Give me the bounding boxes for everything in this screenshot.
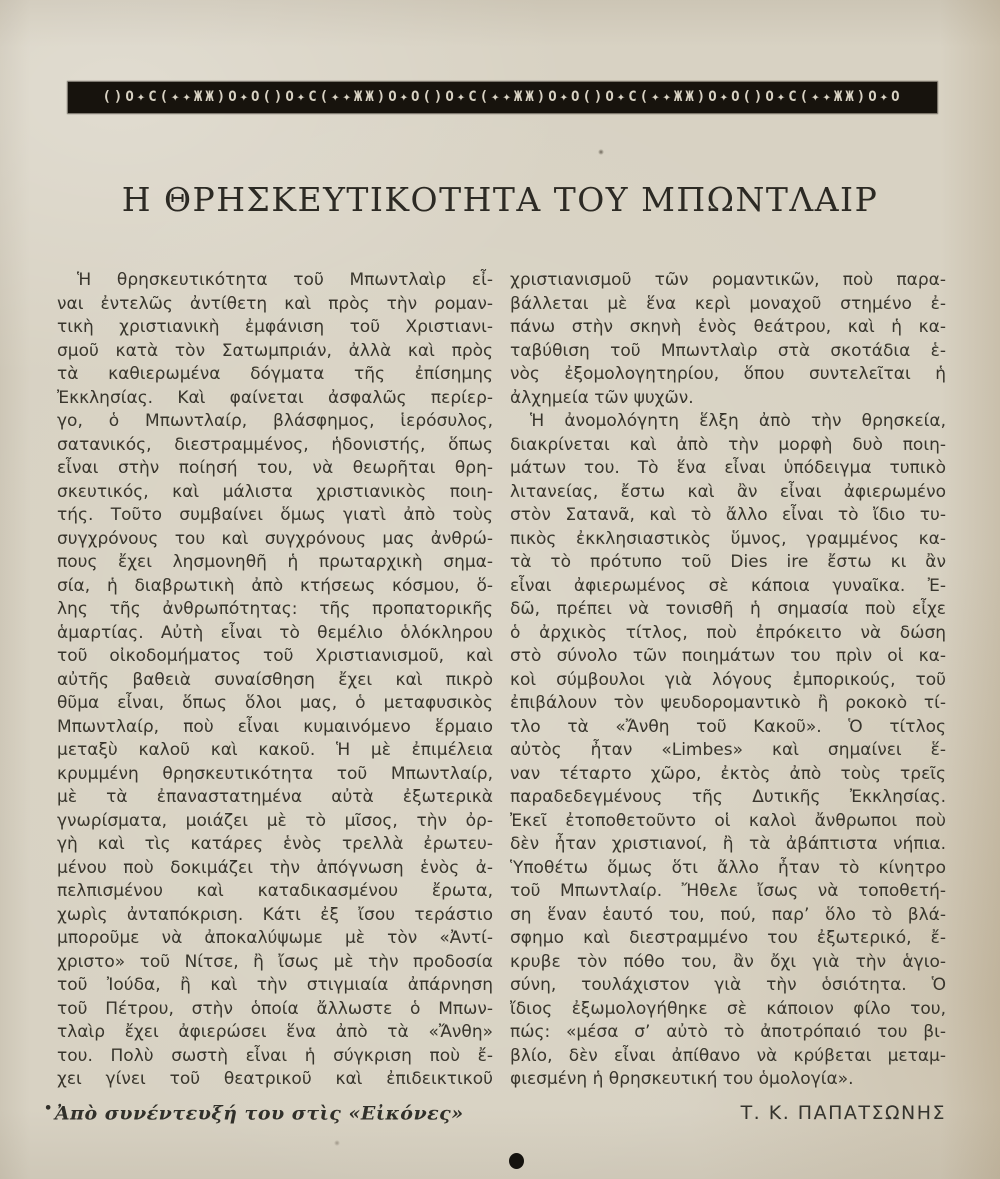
article-body	[57, 269, 947, 1092]
text-line: σμοῦ κατὰ τὸν Σατωμπριάν, ἀλλὰ καὶ πρὸς	[57, 340, 493, 361]
text-line: πάνω στὴν σκηνὴ ἑνὸς θεάτρου, καὶ ἡ κα-	[510, 317, 946, 337]
text-line: γὴ καὶ τὶς κατάρες ἑνὸς τρελλὰ ἐρωτευ-	[57, 834, 493, 854]
text-line: τοῦ Μπωντλαίρ. Ἤθελε ἴσως νὰ τοποθετή-	[510, 881, 946, 901]
text-line: χωρὶς ἀνταπόκριση. Κάτι ἐξ ἴσου τεράστιο	[57, 904, 493, 925]
text-line: λιτανείας, ἔστω καὶ ἂν εἶναι ἀφιερωμένο	[510, 481, 946, 502]
text-line: σία, ἡ διαβρωτικὴ ἀπὸ κτήσεως κόσμου, ὅ-	[57, 575, 493, 596]
text-line: χει γίνει τοῦ θεατρικοῦ καὶ ἐπιδεικτικοῦ	[57, 1069, 493, 1089]
ornament-pattern: ()O✦C(✦✦ЖЖ)O✦O()O✦C(✦✦ЖЖ)O✦O()O✦C(✦✦ЖЖ)O✦O()O✦C(✦✦ЖЖ)O✦O()O✦C(✦✦ЖЖ)O✦O	[102, 88, 903, 105]
text-line: φιεσμένη ἡ θρησκευτική του ὁμολογία».	[510, 1069, 854, 1089]
text-line: σύνη, τουλάχιστον γιὰ τὴν ὁσιότητα. Ὁ	[510, 975, 946, 995]
text-line: τλαὶρ ἔχει ἀφιερώσει ἕνα ἀπὸ τὰ «Ἄνθη»	[57, 1022, 493, 1042]
text-line: δῶ, πρέπει νὰ τονισθῆ ἡ σημασία ποὺ εἶχε	[510, 599, 946, 619]
author-signature: Τ. Κ. ΠΑΠΑΤΣΩΝΗΣ	[740, 1102, 946, 1124]
text-line: αὐτὸς ἦταν «Limbes» καὶ σημαίνει ἕ-	[510, 740, 946, 760]
text-line: πους ἔχει λησμονηθῆ ἡ πρωταρχικὴ σημα-	[57, 552, 493, 572]
text-line: Μπωντλαίρ, ποὺ εἶναι κυμαινόμενο ἕρμαιο	[57, 716, 493, 737]
text-line: εἶναι στὴν ποίησή του, νὰ θεωρῆται θρη-	[57, 458, 493, 478]
text-line: τοῦ οἰκοδομήματος τοῦ Χριστιανισμοῦ, καὶ	[57, 646, 493, 666]
right-column	[510, 269, 946, 1092]
text-line: χριστιανισμοῦ τῶν ρομαντικῶν, ποὺ παρα-	[510, 270, 946, 290]
text-line: πελπισμένου καὶ καταδικασμένου ἔρωτα,	[57, 881, 493, 901]
text-line: κοὶ σύμβουλοι γιὰ λόγους ἐμπορικούς, τοῦ	[510, 669, 946, 690]
text-line: Ἐκκλησίας. Καὶ φαίνεται ἀσφαλῶς περίερ-	[57, 387, 493, 408]
text-line: αὐτῆς βαθειὰ συναίσθηση ἔχει καὶ πικρὸ	[57, 669, 493, 690]
text-line: Ἐκεῖ ἐτοποθετοῦντο οἱ καλοὶ ἄνθρωποι ποὺ	[510, 810, 946, 831]
text-line: στὸν Σατανᾶ, καὶ τὸ ἄλλο εἶναι τὸ ἴδιο τυ-	[510, 505, 946, 525]
text-line: νὸς ἐξομολογητηρίου, ὅπου συντελεῖται ἡ	[510, 364, 946, 384]
text-line: τοῦ Πέτρου, στὴν ὁποία ἄλλωστε ὁ Μπων-	[57, 998, 493, 1019]
text-line: παραδεδεγμένους τῆς Δυτικῆς Ἐκκλησίας.	[510, 787, 946, 807]
text-line: τής. Τοῦτο συμβαίνει ὅμως γιατὶ ἀπὸ τοὺς	[57, 505, 493, 525]
page-number-bullet	[509, 1153, 524, 1169]
text-line: ἴδιος ἐξωμολογήθηκε σὲ κάποιον φίλο του,	[510, 998, 946, 1019]
text-line: σκευτικός, καὶ μάλιστα χριστιανικὸς ποιη-	[57, 481, 493, 502]
text-line: ἐπιβάλουν τὸν ψευδορομαντικὸ ἢ ροκοκὸ τί-	[510, 693, 946, 713]
text-line: τικὴ χριστιανικὴ ἐμφάνιση τοῦ Χριστιανι-	[57, 317, 493, 337]
text-line: ἁμαρτίας. Αὐτὴ εἶναι τὸ θεμέλιο ὁλόκληρου	[57, 622, 493, 643]
text-line: τοῦ Ἰούδα, ἢ καὶ τὴν στιγμιαία ἀπάρνηση	[57, 975, 493, 995]
text-line: τὰ τὸ πρότυπο τοῦ Dies ire ἔστω κι ἂν	[510, 552, 946, 572]
text-line: σατανικός, διεστραμμένος, ἡδονιστής, ὅπως	[57, 434, 493, 455]
text-line: ναι ἐντελῶς ἀντίθετη καὶ πρὸς τὴν ρομαν-	[57, 293, 493, 314]
footnote	[44, 1101, 464, 1124]
text-line: πικὸς ἐκκλησιαστικὸς ὕμνος, γραμμένος κα-	[510, 528, 946, 549]
text-line: μένου ποὺ δοκιμάζει τὴν ἀπόγνωση ἑνὸς ἀ-	[57, 857, 493, 878]
text-line: Ὑποθέτω ὅμως ὅτι ἄλλο ἦταν τὸ κίνητρο	[510, 857, 946, 878]
text-line: ἀλχημεία τῶν ψυχῶν.	[510, 387, 694, 408]
text-line: γνωρίσματα, μοιάζει μὲ τὸ μῖσος, τὴν ὀρ-	[57, 810, 493, 831]
footnote-marker: •	[44, 1101, 53, 1116]
text-line: σφημο καὶ διεστραμμένο του ἐξωτερικό, ἔ-	[510, 928, 946, 948]
text-line: χριστο» τοῦ Νίτσε, ἢ ἴσως μὲ τὴν προδοσία	[57, 951, 493, 972]
text-line: μὲ τὰ ἐπαναστατημένα αὐτὰ ἐξωτερικὰ	[57, 787, 493, 807]
text-line: ὁ ἀρχικὸς τίτλος, ποὺ ἐπρόκειτο νὰ δώση	[510, 622, 946, 643]
text-line: τὰ καθιερωμένα δόγματα τῆς ἐπίσημης	[57, 364, 493, 384]
text-line: θῦμα εἶναι, ὅπως ὅλοι μας, ὁ μεταφυσικὸς	[57, 693, 493, 713]
text-line: δὲν ἦταν χριστιανοί, ἢ τὰ ἀβάπτιστα νήπια.	[510, 834, 946, 854]
text-line: Ἡ θρησκευτικότητα τοῦ Μπωντλαὶρ εἶ-	[77, 270, 493, 290]
text-line: συγχρόνους του καὶ συγχρόνους μας ἀνθρώ-	[57, 528, 493, 549]
text-line: κρυβε τὸν πόθο του, ἂν ὄχι γιὰ τὴν ἁγιο-	[510, 951, 946, 972]
text-line: κρυμμένη θρησκευτικότητα τοῦ Μπωντλαίρ,	[57, 763, 493, 784]
left-column	[57, 269, 493, 1092]
text-line: στὸ σύνολο τῶν ποιημάτων του πρὶν οἱ κα-	[510, 646, 946, 666]
text-line: ταβύθιση τοῦ Μπωντλαὶρ στὰ σκοτάδια ἑ-	[510, 340, 946, 361]
text-line: βάλλεται μὲ ἕνα κερὶ μοναχοῦ στημένο ἐ-	[510, 293, 946, 314]
text-line: εἶναι ἀφιερωμένος σὲ κάποια γυναῖκα. Ἐ-	[510, 575, 946, 596]
ornament-border	[68, 82, 937, 113]
text-line: ση ἕναν ἑαυτό του, πού, παρ’ ὅλο τὸ βλά-	[510, 904, 946, 925]
text-line: μποροῦμε νὰ ἀποκαλύψωμε μὲ τὸν «Ἀντί-	[57, 928, 493, 948]
page-title: Η ΘΡΗΣΚΕΥΤΙΚΟΤΗΤΑ ΤΟΥ ΜΠΩΝΤΛΑΙΡ	[121, 180, 879, 219]
text-line: τλο τὰ «Ἄνθη τοῦ Κακοῦ». Ὁ τίτλος	[510, 716, 946, 737]
text-line: γο, ὁ Μπωντλαίρ, βλάσφημος, ἱερόσυλος,	[57, 411, 493, 431]
text-line: μεταξὺ καλοῦ καὶ κακοῦ. Ἡ μὲ ἐπιμέλεια	[57, 740, 493, 760]
footnote-text: Ἀπὸ συνέντευξή του στὶς «Εἰκόνες»	[54, 1102, 464, 1125]
text-line: βλίο, δὲν εἶναι ἀπίθανο νὰ κρύβεται μεταμ-	[510, 1045, 946, 1066]
text-line: διακρίνεται καὶ ἀπὸ τὴν μορφὴ δυὸ ποιη-	[510, 434, 946, 455]
text-line: λης τῆς ἀνθρωπότητας: τῆς προπατορικῆς	[57, 599, 493, 619]
text-line: Ἡ ἀνομολόγητη ἕλξη ἀπὸ τὴν θρησκεία,	[530, 411, 946, 431]
text-line: ναν τέταρτο χῶρο, ἐκτὸς ἀπὸ τοὺς τρεῖς	[510, 763, 946, 784]
text-line: πώς: «μέσα σ’ αὐτὸ τὸ ἀποτρόπαιό του βι-	[510, 1022, 946, 1042]
text-line: μάτων του. Τὸ ἕνα εἶναι ὑπόδειγμα τυπικὸ	[510, 458, 946, 478]
text-line: του. Πολὺ σωστὴ εἶναι ἡ σύγκριση ποὺ ἔ-	[57, 1045, 493, 1066]
